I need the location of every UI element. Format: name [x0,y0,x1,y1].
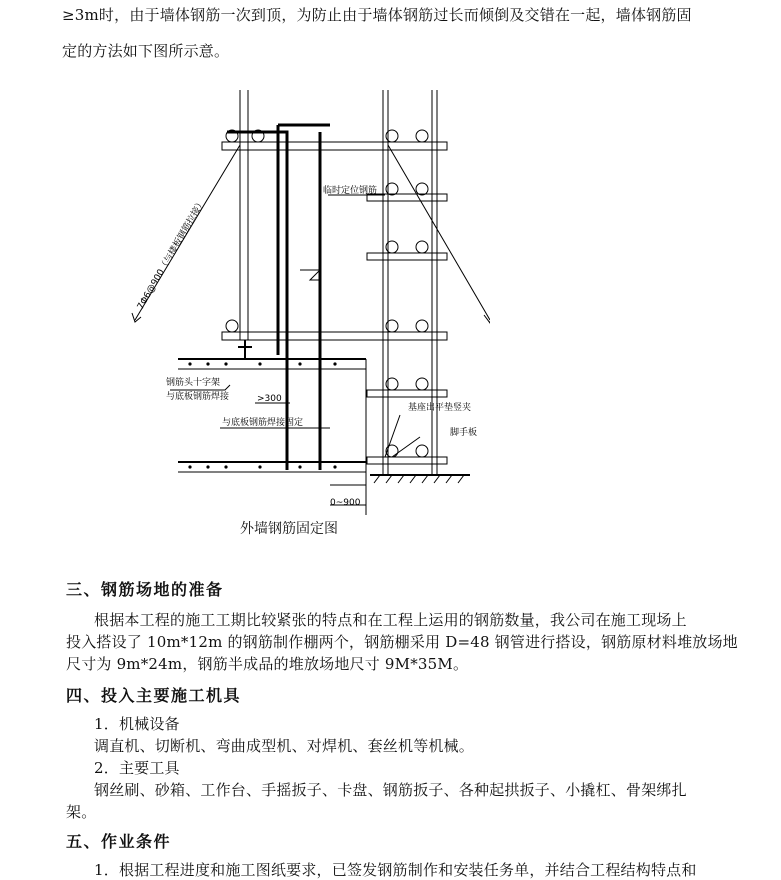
label-dim-300: >300 [257,394,282,404]
label-dim-0-900: 0~900 [330,498,361,508]
section4-item1-title: 1．机械设备 [94,715,180,733]
label-temp-rebar: 临时定位钢筋 [323,186,378,196]
section4-item1-body: 调直机、切断机、弯曲成型机、对焊机、套丝机等机械。 [94,737,475,755]
wall-rebar-fixing-figure [130,85,490,545]
section4-item2-title: 2．主要工具 [94,759,180,777]
ledger-middle [222,332,447,340]
section5-heading: 五、作业条件 [66,832,172,851]
section4-item2-body-1: 钢丝刷、砂箱、工作台、手摇扳子、卡盘、钢筋扳子、各种起拱扳子、小撬杠、骨架绑扎 [94,781,687,799]
section3-heading: 三、钢筋场地的准备 [66,580,224,599]
ledger-top [222,142,447,150]
figure-caption: 外墙钢筋固定图 [240,521,338,537]
section4-heading: 四、投入主要施工机具 [66,686,242,705]
label-cross-frame-1: 钢筋头十字架 [166,378,221,388]
figure-drawing [130,85,490,545]
label-cross-frame-2: 与底板钢筋焊接 [166,392,230,402]
label-scaffold-board: 脚手板 [450,428,478,438]
section3-para-line-1: 根据本工程的施工工期比较紧张的特点和在工程上运用的钢筋数量，我公司在施工现场上 [94,611,687,629]
label-fixed-bottom: 与底板钢筋焊接固定 [222,418,304,428]
intro-line-2: 定的方法如下图所示意。 [62,42,230,60]
section3-para-line-3: 尺寸为 9m*24m，钢筋半成品的堆放场地尺寸 9M*35M。 [66,655,469,673]
section4-item2-body-2: 架。 [66,803,97,821]
section5-para-line-1: 1．根据工程进度和施工图纸要求，已签发钢筋制作和安装任务单，并结合工程结构特点和 [94,861,697,879]
intro-line-1: ≥3m时，由于墙体钢筋一次到顶，为防止由于墙体钢筋过长而倾倒及交错在一起，墙体钢筋固 [62,6,692,24]
section3-para-line-2: 投入搭设了 10m*12m 的钢筋制作棚两个，钢筋棚采用 D=48 钢管进行搭设，钢筋原材料堆放场地 [66,633,738,651]
label-base-block: 基座出平垫竖夹 [408,403,472,413]
diagonal-brace-right [388,145,490,320]
label-diagonal: 7Φ6@900（与楼板钢筋拉接） [135,197,208,312]
